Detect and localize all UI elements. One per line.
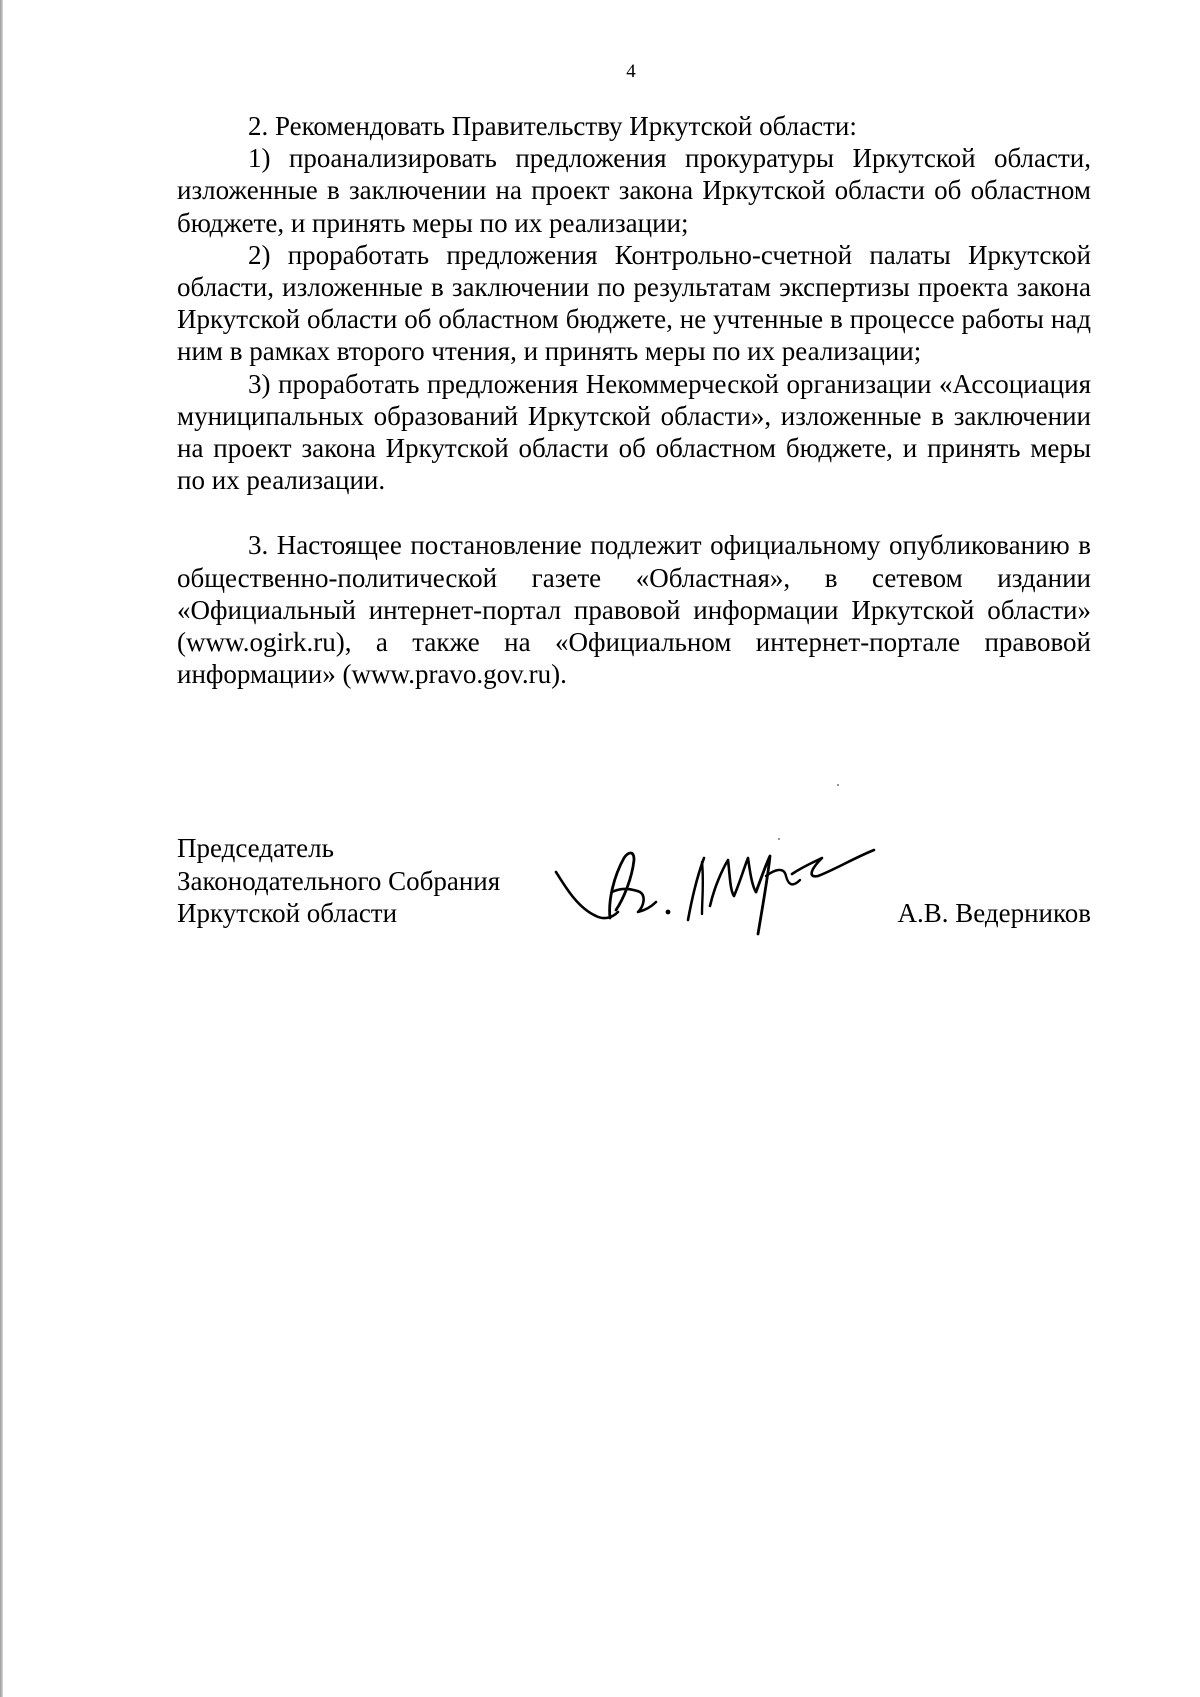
page-number: 4 [626,61,636,82]
scan-edge [0,0,3,1697]
signer-position-line-1: Председатель [177,833,334,863]
handwritten-signature [552,836,882,946]
signature-block [177,832,1097,952]
paragraph-gap [177,496,1091,529]
paragraph-item-2: 2. Рекомендовать Правительству Иркутской области: [248,111,857,141]
signer-position-line-3: Иркутской области [177,898,398,928]
signer-position [177,832,500,930]
signer-name: А.В. Ведерников [897,898,1091,928]
paragraph-subitem-1: 1) проанализировать предложения прокуратуры Иркутской области, изложенные в заключении на проект закона Иркутской области об областном бюджете, и принять меры по их реализации; [177,143,1091,238]
paragraph-subitem-3: 3) проработать предложения Некоммерческой организации «Ассоциация муниципальных образований Иркутской области», изложенные в заключении на проект закона Иркутской области об областном бюджете, и принять меры по их реализации. [177,368,1091,496]
paragraph-item-3: 3. Настоящее постановление подлежит официальному опубликованию в общественно-политической газете «Областная», в сетевом издании «Официальный интернет-портал правовой информации Иркутской области» (www.ogirk.ru), а также на «Официальном интернет-портале правовой информации» (www.pravo.gov.ru). [177,530,1091,690]
scan-speck [778,838,780,840]
scan-speck [837,784,839,786]
document-body [177,110,1091,690]
paragraph-subitem-2: 2) проработать предложения Контрольно-счетной палаты Иркутской области, изложенные в заключении по результатам экспертизы проекта закона Иркутской области об областном бюджете, не учтенные в процессе работы над ним в рамках второго чтения, и принять меры по их реализации; [177,239,1091,367]
signer-position-line-2: Законодательного Собрания [177,865,501,896]
